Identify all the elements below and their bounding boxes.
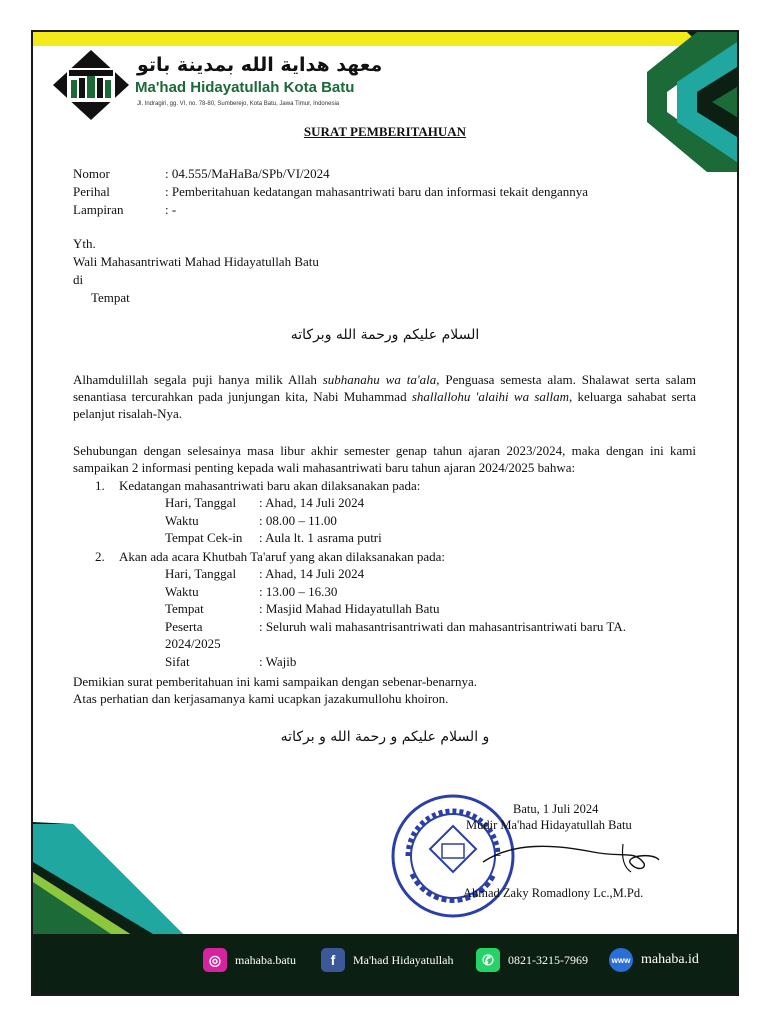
detail-key: Peserta	[165, 618, 203, 634]
paragraph-opening	[73, 371, 696, 422]
instagram-icon: ◎	[203, 948, 227, 972]
paragraph-context: Sehubungan dengan selesainya masa libur akhir semester genap tahun ajaran 2023/2024, maka dengan ini kami sampaikan 2 informasi penting kepada wali mahasantriwati baru tahun ajaran 2024/2025 bahwa:	[73, 443, 696, 475]
whatsapp-icon: ✆	[476, 948, 500, 972]
instagram-handle: mahaba.batu	[235, 952, 296, 967]
paragraph-italic: subhanahu wa ta'ala	[322, 372, 437, 387]
footer-instagram[interactable]	[203, 948, 296, 972]
detail-key: Hari, Tanggal	[165, 495, 237, 510]
detail-value: : Seluruh wali mahasantrisantriwati dan mahasantrisantriwati baru TA.	[259, 618, 626, 634]
detail-value: : Wajib	[259, 653, 297, 669]
meta-key: Perihal	[73, 184, 110, 199]
paragraph-text: Alhamdulillah segala puji hanya milik Allah	[73, 372, 323, 387]
letter-page	[31, 30, 739, 996]
salam-opening: السلام عليكم ورحمة الله وبركاته	[290, 327, 480, 343]
recipient-block	[73, 235, 319, 307]
detail-key: 2024/2025	[165, 636, 221, 651]
letter-title: SURAT PEMBERITAHUAN	[303, 124, 467, 139]
list-number: 2.	[95, 549, 105, 564]
meta-value: : 04.555/MaHaBa/SPb/VI/2024	[165, 166, 330, 181]
facebook-handle: Ma'had Hidayatullah	[353, 952, 454, 967]
footer-whatsapp[interactable]	[476, 948, 588, 972]
list-number: 1.	[95, 478, 105, 493]
recipient-line: Tempat	[91, 290, 130, 305]
detail-key: Hari, Tanggal	[165, 566, 237, 581]
closing-line: Demikian surat pemberitahuan ini kami sampaikan dengan sebenar-benarnya.	[73, 674, 478, 689]
closing-line: Atas perhatian dan kerjasamanya kami ucapkan jazakumullohu khoiron.	[73, 691, 449, 706]
signature-place-date: Batu, 1 Juli 2024	[513, 802, 599, 816]
website-url: mahaba.id	[641, 952, 699, 967]
detail-key: Tempat	[165, 601, 204, 616]
meta-key: Lampiran	[73, 202, 124, 217]
detail-key: Waktu	[165, 583, 199, 599]
corner-ornament-top-right	[647, 32, 737, 172]
institution-arabic-name: معهد هداية الله بمدينة باتو	[137, 54, 383, 76]
globe-icon: www	[609, 948, 633, 972]
facebook-icon: f	[321, 948, 345, 972]
paragraph-text: , keluarga sahabat serta pelanjut risalah-Nya.	[73, 389, 696, 421]
institution-address: Jl. Indragiri, gg. VI, no. 78-80, Sumberejo, Kota Batu, Jawa Timur, Indonesia	[137, 101, 340, 107]
detail-value: : Aula lt. 1 asrama putri	[259, 530, 382, 545]
whatsapp-number: 0821-3215-7969	[508, 952, 588, 967]
recipient-line: di	[73, 272, 84, 287]
list-text: Akan ada acara Khutbah Ta'aruf yang akan dilaksanakan pada:	[119, 549, 446, 564]
signature-position: Mudir Ma'had Hidayatullah Batu	[466, 818, 632, 832]
detail-key: Waktu	[165, 512, 199, 528]
footer-facebook[interactable]	[321, 948, 453, 972]
signature-name: Ahmad Zaky Romadlony Lc.,M.Pd.	[463, 886, 644, 900]
institution-latin-name: Ma'had Hidayatullah Kota Batu	[135, 79, 355, 96]
list-text: Kedatangan mahasantriwati baru akan dilaksanakan pada:	[119, 478, 421, 493]
institution-logo	[53, 50, 129, 120]
detail-key: Sifat	[165, 653, 190, 669]
footer-website[interactable]	[609, 948, 699, 972]
recipient-line: Yth.	[73, 236, 96, 251]
salam-closing: و السلام عليكم و رحمة الله و بركاته	[280, 729, 490, 745]
handwritten-signature	[473, 832, 663, 880]
detail-value: : Ahad, 14 Juli 2024	[259, 495, 365, 510]
detail-value: : Ahad, 14 Juli 2024	[259, 566, 365, 581]
paragraph-text: , Penguasa semesta alam. Shalawat serta salam senantiasa tercurahkan pada junjungan kita, Nabi Muhammad	[73, 372, 697, 404]
paragraph-italic: shallallohu 'alaihi wa sallam	[411, 389, 569, 404]
top-yellow-band	[33, 32, 737, 46]
meta-key: Nomor	[73, 166, 110, 181]
recipient-line: Wali Mahasantriwati Mahad Hidayatullah Batu	[73, 254, 319, 269]
meta-value: : Pemberitahuan kedatangan mahasantriwati baru dan informasi tekait dengannya	[165, 184, 589, 199]
detail-value: : Masjid Mahad Hidayatullah Batu	[259, 601, 440, 616]
detail-value: : 08.00 – 11.00	[259, 512, 337, 528]
detail-value: : 13.00 – 16.30	[259, 583, 338, 599]
meta-value: : -	[165, 202, 177, 217]
detail-key: Tempat Cek-in	[165, 530, 243, 545]
